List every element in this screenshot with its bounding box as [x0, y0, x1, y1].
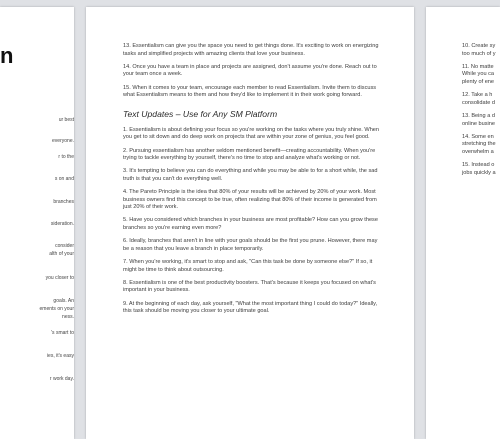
text-line-fragment: 12. Take a h — [462, 92, 493, 99]
page-body — [462, 43, 500, 183]
text-line-fragment: 's smart to — [51, 330, 74, 336]
paragraph-fragment — [462, 113, 500, 128]
text-line-fragment: too much of y — [462, 50, 496, 57]
paragraph: 3. It's tempting to believe you can do everything and while you may be able to for a short while, the sad truth is that you can't do everything well. — [123, 168, 378, 182]
paragraph: 2. Pursuing essentialism has another seldom mentioned benefit—creating accountability. When you're trying to tackle everything by yourself, there's no time to stop and analyze what's working or not. — [123, 147, 376, 162]
paragraph: 9. At the beginning of each day, ask yourself, "What the most important thing I could do today?" Ideally, this task should be moving you closer to your ultimate goal. — [123, 300, 378, 315]
text-line-fragment: jobs quickly a — [462, 169, 496, 176]
paragraph-fragment — [462, 134, 500, 157]
paragraph: 14. Once you have a team in place and projects are assigned, don't assume you're done. Reach out to your team once a week. — [123, 63, 377, 78]
document-page-right — [426, 7, 500, 439]
paragraph: 1. Essentialism is about defining your focus so you're working on the tasks where you truly shine. When you get to sit down and do deep work on projects that are within your zone of genius, you feel good. — [123, 126, 380, 141]
text-line-fragment: ur best — [58, 117, 74, 123]
text-line-fragment: sideration. — [50, 221, 74, 227]
text-line-fragment: alth of your — [49, 251, 74, 257]
text-line-fragment: online busine — [462, 120, 495, 127]
paragraph-fragment — [462, 92, 500, 107]
paragraph-fragment — [462, 43, 500, 58]
text-line-fragment: branches — [53, 199, 74, 205]
section-title: Text Updates – Use for Any SM Platform — [123, 108, 278, 119]
paragraph: 6. Ideally, branches that aren't in line with your goals should be the first you prune. However, there may be a reason that you leave a branch in place temporarily. — [123, 238, 378, 252]
text-line-fragment: goals. An — [53, 298, 74, 304]
paragraph: 8. Essentialism is one of the best productivity boosters. That's because it keeps you focused on what's important in your business. — [123, 279, 376, 294]
text-line-fragment: r work day. — [49, 376, 74, 382]
paragraph: 4. The Pareto Principle is the idea that 80% of your results will be achieved by 20% of your work. Most business owners find this concept to be true, often realizing that 80% of their income is generated from just 20% of their work. — [123, 189, 377, 211]
text-line-fragment: ies, it's easy — [46, 353, 74, 359]
paragraph: 13. Essentialism can give you the space you need to get things done. It's exciting to work on energizing tasks and simplified projects with amazing clients that love your business. — [123, 43, 379, 57]
page-body — [123, 43, 383, 321]
paragraph: 5. Have you considered which branches in your business are most profitable? How can you grow these branches so you're earning even more? — [123, 217, 378, 232]
text-line-fragment: everyone. — [52, 138, 74, 144]
text-line-fragment: stretching the — [462, 141, 496, 148]
text-line-fragment: 11. No matte — [462, 63, 494, 70]
document-page-center — [86, 7, 414, 439]
paragraph-fragment — [462, 64, 500, 87]
text-line-fragment: consider — [55, 243, 74, 249]
text-line-fragment: plenty of ene — [462, 78, 495, 85]
text-line-fragment: you closer to — [45, 275, 74, 281]
text-line-fragment: s on and — [54, 176, 74, 182]
text-line-fragment: overwhelm a — [462, 148, 494, 155]
text-line-fragment: r to the — [58, 154, 74, 160]
page-heading-fragment: n — [0, 43, 14, 68]
text-line-fragment: While you ca — [462, 71, 495, 78]
paragraph: 15. When it comes to your team, encourage each member to read Essentialism. Invite them to discuss what Essentialism means to them and how they'd like to implement it in their work going forward. — [123, 84, 377, 99]
text-line-fragment: 14. Some en — [462, 133, 494, 140]
text-line-fragment: ements on your — [39, 306, 74, 312]
document-page-left — [0, 7, 74, 439]
paragraph-fragment — [462, 162, 500, 177]
text-line-fragment: 13. Being a d — [462, 112, 495, 119]
text-line-fragment: consolidate d — [462, 99, 495, 106]
text-line-fragment: ness. — [62, 314, 74, 320]
text-line-fragment: 15. Instead o — [462, 162, 495, 169]
text-line-fragment: 10. Create sy — [462, 43, 496, 49]
paragraph: 7. When you're working, it's smart to stop and ask, "Can this task be done by someone else?" If so, it might be time to think about outsourcing. — [123, 259, 373, 273]
